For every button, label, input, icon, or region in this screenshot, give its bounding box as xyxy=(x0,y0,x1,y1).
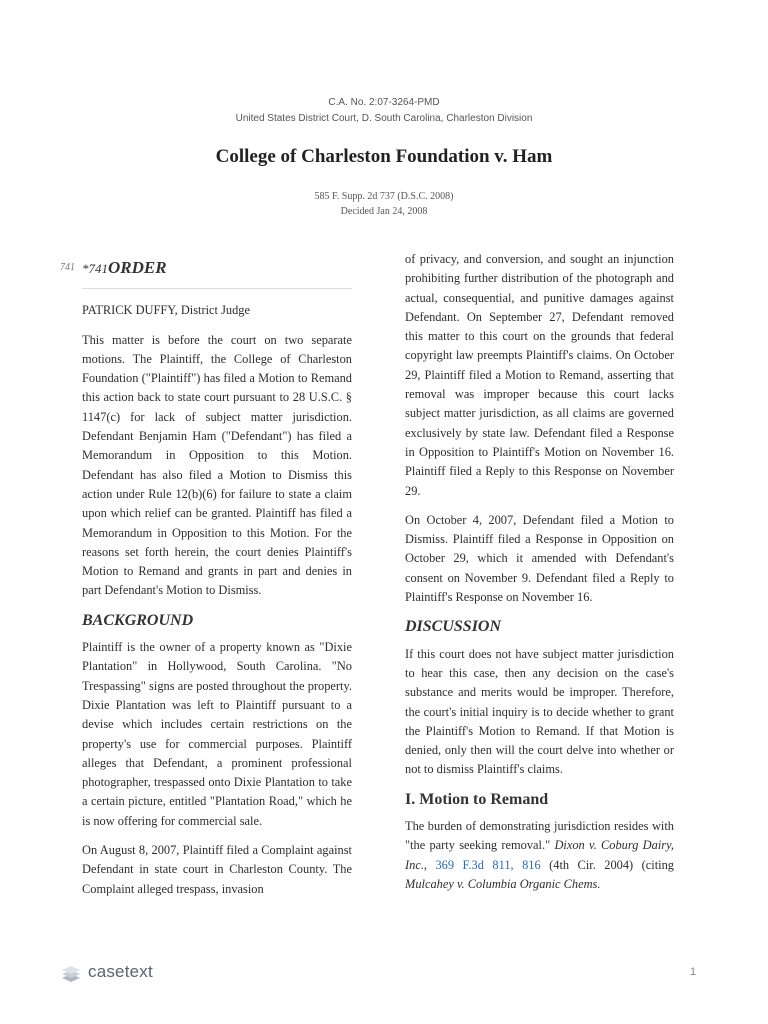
page-number: 1 xyxy=(690,966,697,978)
case-title: College of Charleston Foundation v. Ham xyxy=(215,146,553,167)
intro-paragraph: This matter is before the court on two separate motions. The Plaintiff, the College of Charleston Foundation ("Plaintiff") has filed a Motion to Remand this action back to state court pursuant to 28 U.S.C. § 1147(c) for lack of subject matter jurisdiction. Defendant Benjamin Ham ("Defendant") has filed a Memorandum in Opposition to this Motion. Defendant has also filed a Motion to Dismiss this action under Rule 12(b)(6) for failure to state a claim upon which relief can be granted. Plaintiff has filed a Memorandum in Opposition to this Motion. For the reasons set forth herein, the court denies Plaintiff's Motion to Remand and grants in part and denies in part Defendant's Motion to Dismiss. xyxy=(82,332,352,598)
remand-heading: I. Motion to Remand xyxy=(405,790,549,808)
procedural-paragraph-1: of privacy, and conversion, and sought an injunction prohibiting further distribution of the photograph and actual, consequential, and punitive damages against Defendant. On September 27, Defendant removed this matter to this court on the grounds that federal copyright law preempts Plaintiff's claims. On October 29, Plaintiff filed a Motion to Remand, asserting that removal was improper because this court lacks subject matter jurisdiction, as all claims are governed exclusively by state law. Defendant filed a Response in Opposition to Plaintiff's Motion on November 16. Plaintiff filed a Reply to this Response on November 29. xyxy=(405,252,674,498)
casetext-logo[interactable] xyxy=(60,961,153,983)
remand-text-start: The burden of demonstrating jurisdiction resides with "the party seeking removal." xyxy=(405,819,674,853)
background-paragraph-2: On August 8, 2007, Plaintiff filed a Complaint against Defendant in state court in Charleston County. The Complaint alleged trespass, invasion xyxy=(82,843,352,896)
judge-name: PATRICK DUFFY, District Judge xyxy=(82,303,250,318)
order-label: ORDER xyxy=(108,258,167,277)
case-name-mulcahey: Mulcahey v. Columbia Organic Chems. xyxy=(405,876,601,891)
left-column xyxy=(82,250,352,909)
page-marker: 741 xyxy=(60,262,75,273)
discussion-paragraph: If this court does not have subject matter jurisdiction to hear this case, then any decision on the case's substance and merits would be improper. Therefore, the court's initial inquiry is to decide whether to grant the Plaintiff's Motion to Remand. If that Motion is denied, only then will the court delve into whether or not to dismiss Plaintiff's claims. xyxy=(405,646,674,777)
discussion-heading: DISCUSSION xyxy=(405,618,502,636)
case-number: C.A. No. 2:07-3264-PMD xyxy=(328,97,440,108)
remand-text-mid: (4th Cir. 2004) (citing xyxy=(540,857,674,872)
remand-sep: , xyxy=(423,857,436,872)
background-heading: BACKGROUND xyxy=(82,611,194,629)
background-paragraph-1: Plaintiff is the owner of a property known as "Dixie Plantation" in Hollywood, South Carolina. "No Trespassing" signs are posted throughout the property. Dixie Plantation was left to Plaintiff pursuant to a devise which includes certain restrictions on the property's use for commercial purposes. Plaintiff alleges that Defendant, a prominent professional photographer, trespassed onto Dixie Plantation to take a certain picture, entitled "Plantation Road," which he is now offering for commercial sale. xyxy=(82,640,352,828)
case-name-dixon: Dixon v. Coburg Dairy, Inc. xyxy=(405,838,674,872)
citation-link[interactable]: 369 F.3d 811, 816 xyxy=(435,857,541,872)
court-name: United States District Court, D. South Carolina, Charleston Division xyxy=(235,113,533,124)
reporter-citation: 585 F. Supp. 2d 737 (D.S.C. 2008) xyxy=(314,191,454,202)
order-heading xyxy=(82,258,352,289)
star-page: *741 xyxy=(82,261,108,276)
casetext-logo-icon xyxy=(60,961,82,983)
right-column xyxy=(405,250,674,904)
procedural-paragraph-2: On October 4, 2007, Defendant filed a Motion to Dismiss. Plaintiff filed a Response in Opposition on October 29, which it amended with Defendant's consent on November 9. Defendant filed a Reply to Plaintiff's Response on November 16. xyxy=(405,512,674,605)
decided-date: Decided Jan 24, 2008 xyxy=(340,206,428,217)
casetext-brand: casetext xyxy=(88,962,153,981)
remand-paragraph xyxy=(405,817,674,894)
